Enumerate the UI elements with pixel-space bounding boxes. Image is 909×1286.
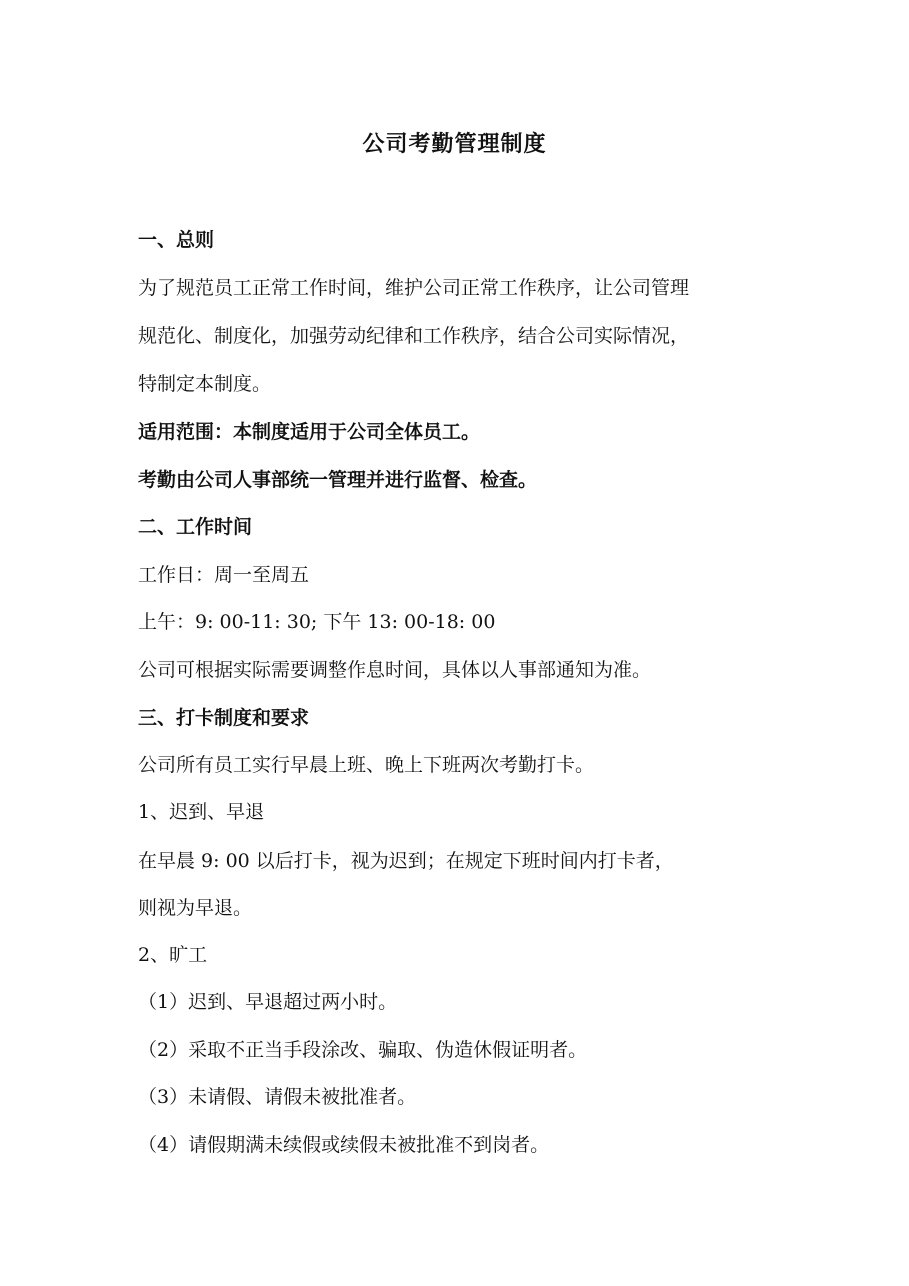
paragraph-line: 特制定本制度。: [138, 373, 272, 395]
section-heading-work-time: 二、工作时间: [138, 516, 253, 538]
subheading-absent: 2、旷工: [138, 944, 208, 966]
section-heading-general: 一、总则: [138, 229, 215, 251]
paragraph-line: 公司所有员工实行早晨上班、晚上下班两次考勤打卡。: [138, 754, 595, 776]
list-item: （2）采取不正当手段涂改、骗取、伪造休假证明者。: [138, 1039, 588, 1061]
section-heading-clock-in: 三、打卡制度和要求: [138, 707, 310, 729]
workdays-line: 工作日：周一至周五: [138, 564, 310, 586]
list-item: （3）未请假、请假未被批准者。: [138, 1086, 417, 1108]
document-title: 公司考勤管理制度: [362, 131, 547, 157]
paragraph-line: 在早晨 9: 00 以后打卡，视为迟到；在规定下班时间内打卡者，: [138, 850, 674, 872]
paragraph-line: 则视为早退。: [138, 897, 253, 919]
paragraph-line: 为了规范员工正常工作时间，维护公司正常工作秩序，让公司管理: [138, 277, 690, 299]
paragraph-line: 公司可根据实际需要调整作息时间，具体以人事部通知为准。: [138, 659, 652, 681]
list-item: （4）请假期满未续假或续假未被批准不到岗者。: [138, 1134, 550, 1156]
scope-statement: 适用范围：本制度适用于公司全体员工。: [138, 421, 481, 443]
list-item: （1）迟到、早退超过两小时。: [138, 991, 398, 1013]
subheading-late: 1、迟到、早退: [138, 801, 265, 823]
work-hours-line: 上午：9: 00-11: 30; 下午 13: 00-18: 00: [138, 611, 496, 633]
paragraph-line: 规范化、制度化，加强劳动纪律和工作秩序，结合公司实际情况，: [138, 325, 690, 347]
supervision-statement: 考勤由公司人事部统一管理并进行监督、检查。: [138, 469, 538, 491]
